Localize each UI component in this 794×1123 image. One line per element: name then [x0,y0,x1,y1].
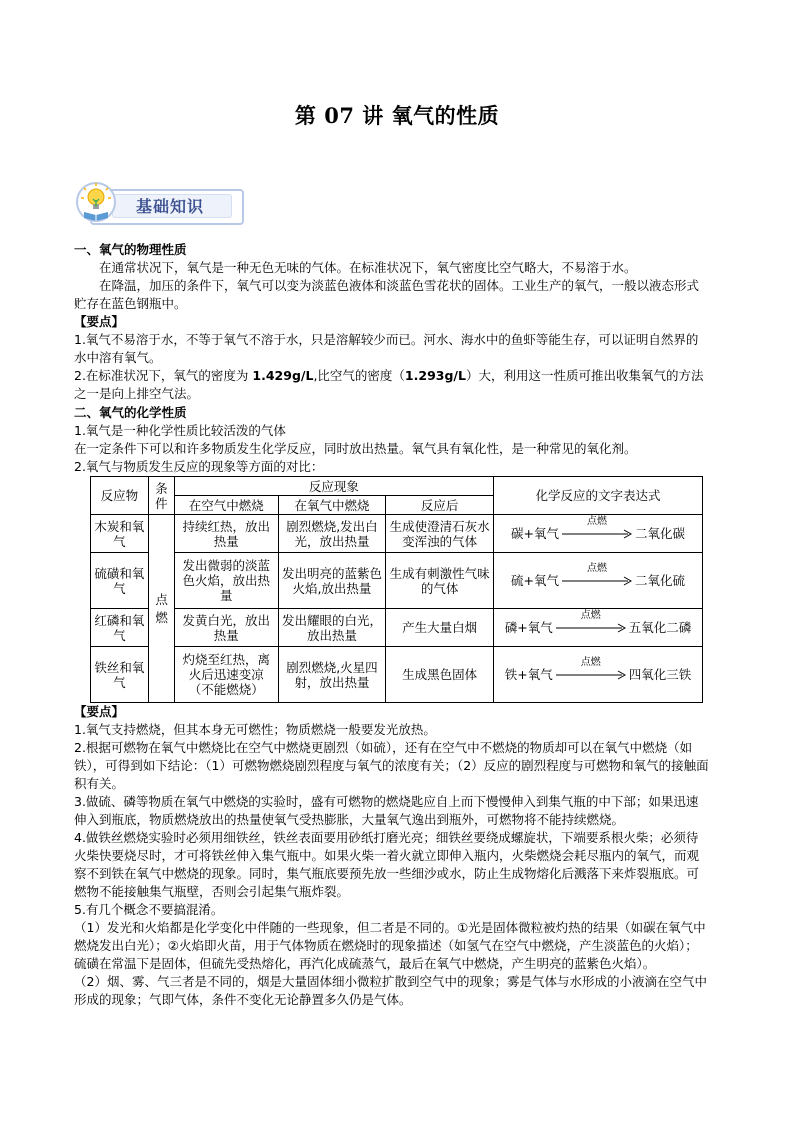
paragraph: 在降温，加压的条件下，氧气可以变为淡蓝色液体和淡蓝色雪花状的固体。工业生产的氧气，一般以液态形式贮存在蓝色钢瓶中。 [74,278,700,311]
reaction-arrow-icon [562,529,632,539]
key-point: 1.氧气支持燃烧，但其本身无可燃性；物质燃烧一般要发光放热。 [74,722,436,737]
section-physical [74,241,710,403]
cell-equation: 磷+氧气 点燃 五氧化二磷 [494,609,703,647]
section-heading: 一、氧气的物理性质 [74,242,187,257]
cell-oxygen: 发出耀眼的白光，放出热量 [278,609,386,647]
key-points-label: 【要点】 [74,314,125,329]
lightbulb-book-icon [74,180,122,228]
cell-substance: 红磷和氧气 [91,609,149,647]
table-row [91,553,703,609]
reaction-arrow-icon [562,576,632,586]
cell-substance: 木炭和氧气 [91,515,149,553]
header-substance: 反应物 [91,477,149,515]
section-banner [74,180,246,228]
cell-air: 灼烧至红热，离火后迅速变凉（不能燃烧） [174,647,278,703]
header-oxygen: 在氧气中燃烧 [278,496,386,515]
cell-air: 发黄白光，放出热量 [174,609,278,647]
header-phenomenon: 反应现象 [174,477,493,496]
cell-equation: 碳+氧气 点燃 二氧化碳 [494,515,703,553]
cell-equation: 硫+氧气 点燃 二氧化硫 [494,553,703,609]
cell-equation: 铁+氧气 点燃 四氧化三铁 [494,647,703,703]
section-key-points [74,703,710,1009]
key-point: 3.做硫、磷等物质在氧气中燃烧的实验时，盛有可燃物的燃烧匙应自上而下慢慢伸入到集气瓶的中下部；如果迅速伸入到瓶底，物质燃烧放出的热量使氧气受热膨胀，大量氧气逸出到瓶外，可燃物将不能持续燃烧。 [74,794,699,827]
header-after: 反应后 [386,496,494,515]
page-title: 第 07 讲 氧气的性质 [294,103,500,128]
header-condition: 条件 [148,477,174,515]
section-heading: 二、氧气的化学性质 [74,405,187,420]
reaction-arrow-icon [556,623,626,633]
key-point: 2.在标准状况下，氧气的密度为 1.429g/L,比空气的密度（1.293g/L）大，利用这一性质可推出收集氧气的方法之一是向上排空气法。 [74,368,704,401]
table-row [91,515,703,553]
key-point: 5.有几个概念不要搞混淆。 [74,902,224,917]
cell-substance: 硫磺和氧气 [91,553,149,609]
table-row [91,609,703,647]
section-chemical [74,404,710,476]
key-point: 2.根据可燃物在氧气中燃烧比在空气中燃烧更剧烈（如硫），还有在空气中不燃烧的物质却可以在氧气中燃烧（如铁），可得到如下结论：（1）可燃物燃烧剧烈程度与氧气的浓度有关；（2）反应的剧烈程度与可燃物和氧气的接触面积有关。 [74,740,709,791]
paragraph: 2.氧气与物质发生反应的现象等方面的对比： [74,459,324,474]
cell-oxygen: 剧烈燃烧,发出白光，放出热量 [278,515,386,553]
table-row [91,647,703,703]
cell-condition: 点燃 [148,515,174,703]
paragraph: 在一定条件下可以和许多物质发生化学反应，同时放出热量。氧气具有氧化性，是一种常见的氧化剂。 [74,441,637,456]
cell-after: 生成黑色固体 [386,647,494,703]
cell-substance: 铁丝和氧气 [91,647,149,703]
key-points-label: 【要点】 [74,704,125,719]
comparison-table [90,476,703,703]
key-point: （1）发光和火焰都是化学变化中伴随的一些现象，但二者是不同的。①光是固体微粒被灼热的结果（如碳在氧气中燃烧发出白光）；②火焰即火苗，用于气体物质在燃烧时的现象描述（如氢气在空气中燃烧，产生淡蓝色的火焰）；硫磺在常温下是固体，但硫先受热熔化，再汽化成硫蒸气，最后在氧气中燃烧，产生明亮的蓝紫色火焰）。 [74,920,706,971]
header-air: 在空气中燃烧 [174,496,278,515]
cell-air: 发出微弱的淡蓝色火焰，放出热量 [174,553,278,609]
cell-oxygen: 发出明亮的蓝紫色火焰,放出热量 [278,553,386,609]
key-point: 4.做铁丝燃烧实验时必须用细铁丝，铁丝表面要用砂纸打磨光亮；细铁丝要绕成螺旋状，下端要系根火柴；必须待火柴快要烧尽时，才可将铁丝伸入集气瓶中。如果火柴一着火就立即伸入瓶内，火柴燃烧会耗尽瓶内的氧气，而观察不到铁在氧气中燃烧的现象。同时，集气瓶底要预先放一些细沙或水，防止生成物熔化后溅落下来炸裂瓶底。可燃物不能接触集气瓶壁，否则会引起集气瓶炸裂。 [74,830,700,899]
cell-after: 产生大量白烟 [386,609,494,647]
cell-air: 持续红热，放出热量 [174,515,278,553]
header-equation: 化学反应的文字表达式 [494,477,703,515]
cell-after: 生成使澄清石灰水变浑浊的气体 [386,515,494,553]
paragraph: 在通常状况下，氧气是一种无色无味的气体。在标准状况下，氧气密度比空气略大，不易溶于水。 [99,260,637,275]
paragraph: 1.氧气是一种化学性质比较活泼的气体 [74,423,286,438]
cell-oxygen: 剧烈燃烧,火星四射，放出热量 [278,647,386,703]
cell-after: 生成有刺激性气味的气体 [386,553,494,609]
key-point: （2）烟、雾、气三者是不同的，烟是大量固体细小微粒扩散到空气中的现象；雾是气体与水形成的小液滴在空气中形成的现象；气即气体，条件不变化无论静置多久仍是气体。 [74,974,707,1007]
reaction-arrow-icon [556,670,626,680]
key-point: 1.氧气不易溶于水，不等于氧气不溶于水，只是溶解较少而已。河水、海水中的鱼虾等能生存，可以证明自然界的水中溶有氧气。 [74,332,699,365]
banner-label: 基础知识 [136,197,205,216]
